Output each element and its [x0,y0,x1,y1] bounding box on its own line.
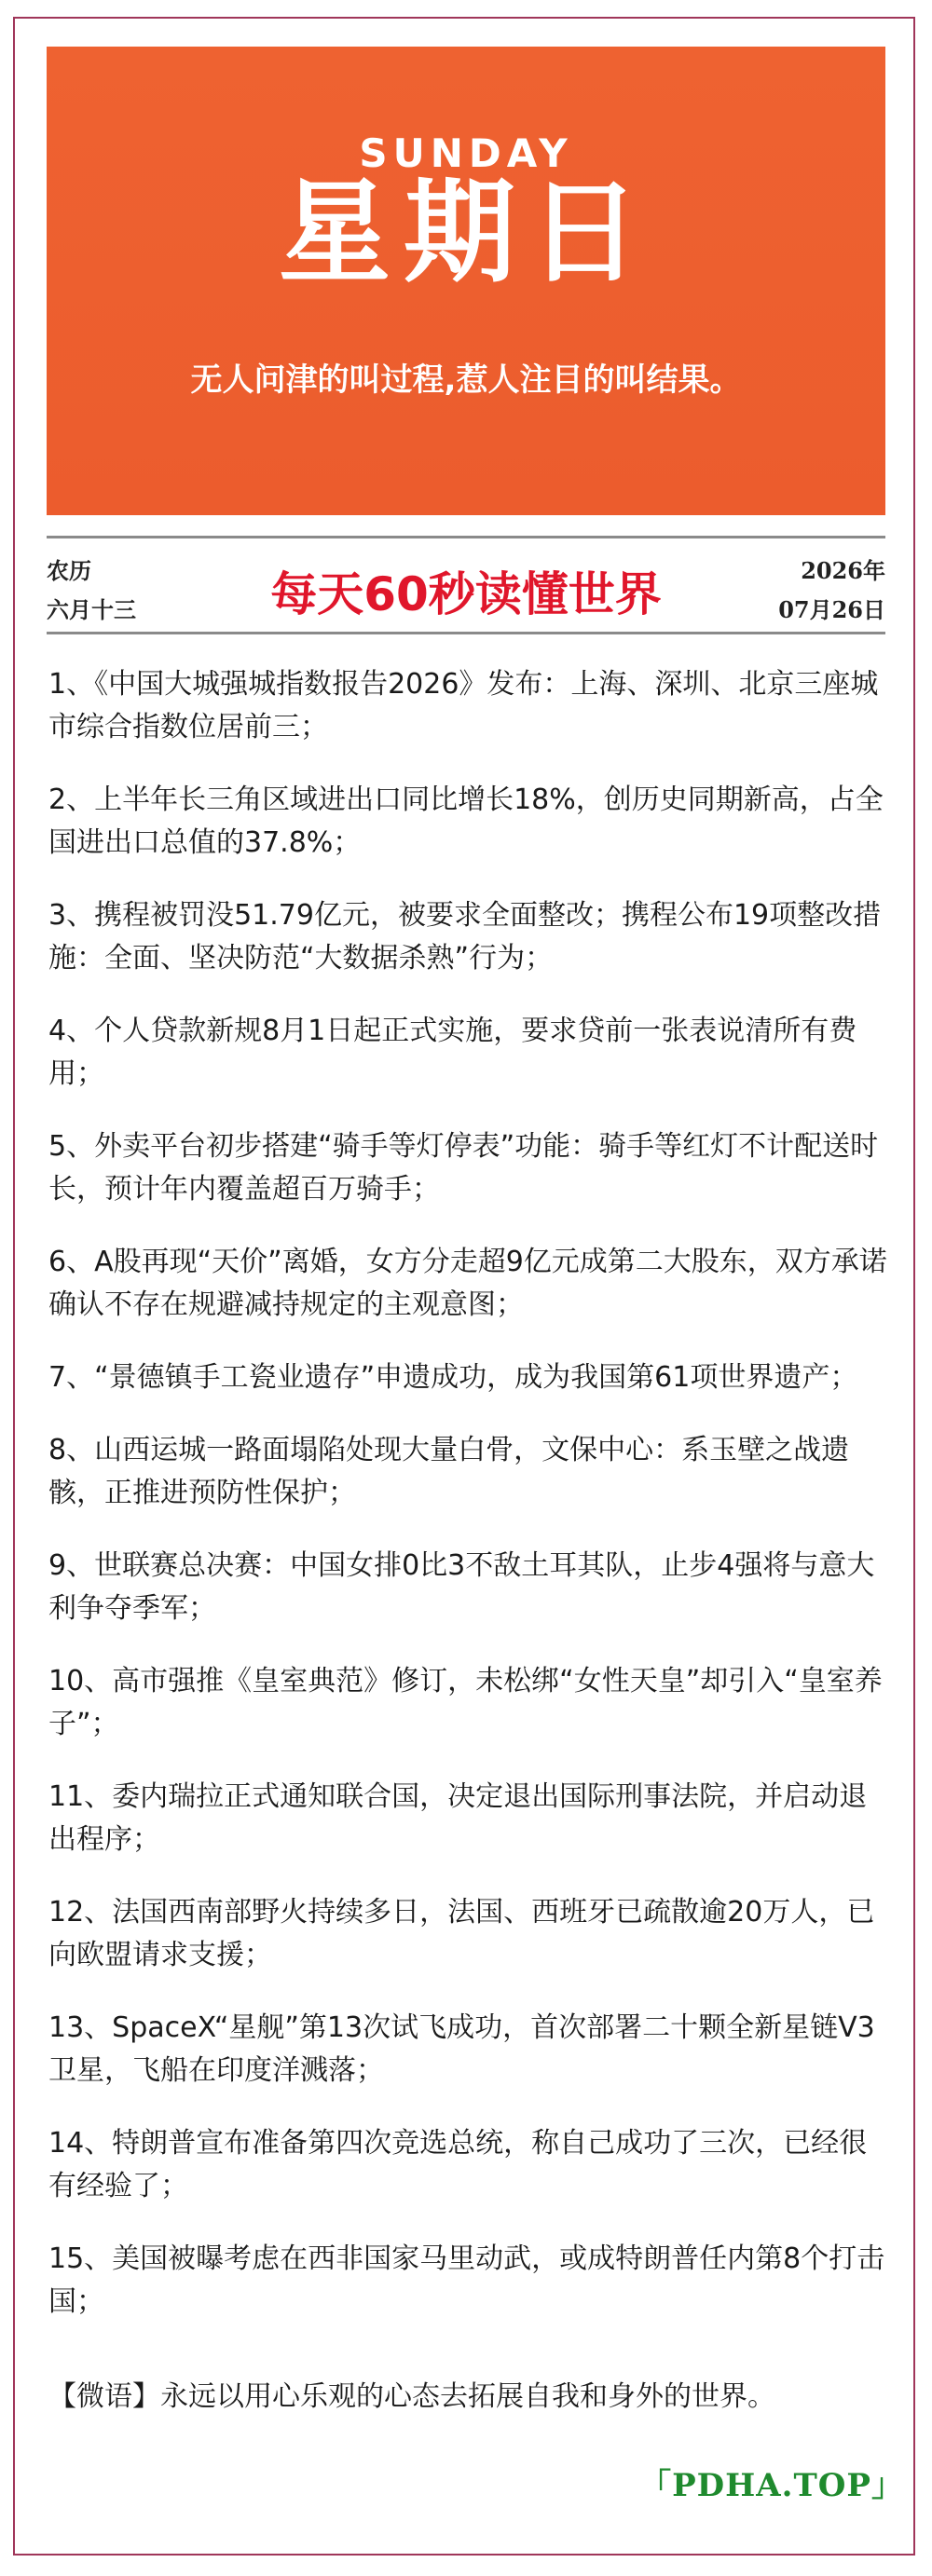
news-item: 10、高市强推《皇室典范》修订，未松绑“女性天皇”却引入“皇室养子”； [48,1665,883,1740]
site-watermark: 「PDHA.TOP」 [639,2467,904,2504]
news-item: 3、携程被罚没51.79亿元，被要求全面整改；携程公布19项整改措施：全面、坚决防范“大数据杀熟”行为； [48,899,882,975]
news-item: 12、法国西南部野火持续多日，法国、西班牙已疏散逾20万人，已向欧盟请求支援； [48,1896,875,1971]
date-block [778,552,885,630]
masthead-title: 每天60秒读懂世界 [270,567,662,621]
news-item: 11、委内瑞拉正式通知联合国，决定退出国际刑事法院，并启动退出程序； [48,1780,868,1856]
lunar-date: 六月十三 [47,596,136,623]
hero-banner [47,47,885,515]
masthead-rule-bottom [47,632,885,634]
whisper-quote: 【微语】永远以用心乐观的心态去拓展自我和身外的世界。 [48,2380,775,2413]
news-item: 7、“景德镇手工瓷业遗存”申遗成功，成为我国第61项世界遗产； [48,1361,858,1394]
news-item: 4、个人贷款新规8月1日起正式实施，要求贷前一张表说清所有费用； [48,1015,857,1090]
news-item: 8、山西运城一路面塌陷处现大量白骨，文保中心：系玉壁之战遗骸，正推进预防性保护； [48,1434,850,1509]
news-item: 5、外卖平台初步搭建“骑手等灯停表”功能：骑手等红灯不计配送时长，预计年内覆盖超百万骑手； [48,1130,879,1206]
motto: 无人问津的叫过程,惹人注目的叫结果。 [190,361,742,399]
news-item: 14、特朗普宣布准备第四次竞选总统，称自己成功了三次，已经很有经验了； [48,2127,868,2202]
news-item: 6、A股再现“天价”离婚，女方分走超9亿元成第二大股东，双方承诺确认不存在规避减持规定的主观意图； [48,1246,887,1321]
news-item: 2、上半年长三角区域进出口同比增长18%，创历史同期新高，占全国进出口总值的37.8%； [48,784,884,859]
day-english: SUNDAY [359,130,573,176]
news-item: 13、SpaceX“星舰”第13次试飞成功，首次部署二十颗全新星链V3卫星，飞船在印度洋溅落； [48,2011,875,2087]
news-list [48,663,887,2353]
month-day: 07月26日 [778,596,885,623]
day-chinese: 星期日 [279,169,653,298]
year: 2026年 [801,557,885,584]
lunar-label: 农历 [47,557,91,584]
news-item: 15、美国被曝考虑在西非国家马里动武，或成特朗普任内第8个打击国； [48,2242,885,2318]
masthead-rule-top [47,536,885,538]
news-item: 9、世联赛总决赛：中国女排0比3不敌土耳其队，止步4强将与意大利争夺季军； [48,1549,875,1625]
news-item: 1、《中国大城强城指数报告2026》发布：上海、深圳、北京三座城市综合指数位居前三； [48,668,879,743]
